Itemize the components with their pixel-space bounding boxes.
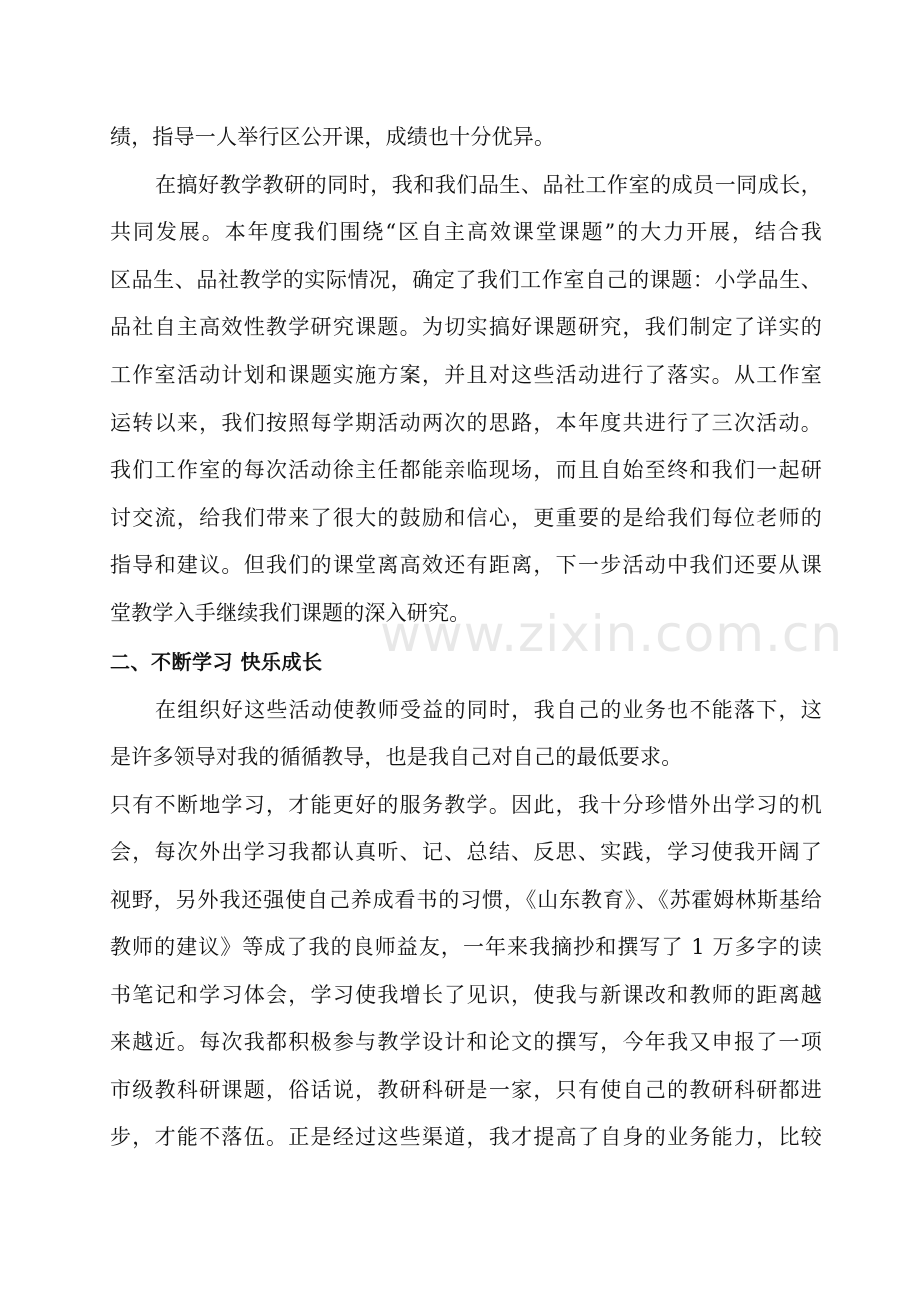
paragraph-line: 在组织好这些活动使教师受益的同时，我自己的业务也不能落下，这 [155,698,822,722]
paragraph-line: 绩，指导一人举行区公开课，成绩也十分优异。 [110,125,556,149]
paragraph-line: 区品生、品社教学的实际情况，确定了我们工作室自己的课题：小学品生、 [110,268,822,292]
paragraph-line: 我们工作室的每次活动徐主任都能亲临现场，而且自始至终和我们一起研 [110,458,822,482]
paragraph-line: 书笔记和学习体会，学习使我增长了见识，使我与新课改和教师的距离越 [110,983,822,1007]
section-heading: 二、不断学习 快乐成长 [110,650,323,674]
paragraph-line: 在搞好教学教研的同时，我和我们品生、品社工作室的成员一同成长， [155,173,822,197]
paragraph-line: 讨交流，给我们带来了很大的鼓励和信心，更重要的是给我们每位老师的 [110,506,822,530]
paragraph-line: 会，每次外出学习我都认真听、记、总结、反思、实践，学习使我开阔了 [110,840,822,864]
paragraph-line: 教师的建议》等成了我的良师益友，一年来我摘抄和撰写了 1 万多字的读 [110,935,822,959]
paragraph-line: 步，才能不落伍。正是经过这些渠道，我才提高了自身的业务能力，比较 [110,1125,822,1149]
paragraph-line: 工作室活动计划和课题实施方案，并且对这些活动进行了落实。从工作室 [110,363,822,387]
paragraph-line: 来越近。每次我都积极参与教学设计和论文的撰写，今年我又申报了一项 [110,1030,822,1054]
paragraph-line: 品社自主高效性教学研究课题。为切实搞好课题研究，我们制定了详实的 [110,315,822,339]
paragraph-line: 堂教学入手继续我们课题的深入研究。 [110,601,471,625]
paragraph-line: 指导和建议。但我们的课堂离高效还有距离，下一步活动中我们还要从课 [110,553,822,577]
paragraph-line: 只有不断地学习，才能更好的服务教学。因此，我十分珍惜外出学习的机 [110,793,822,817]
watermark: www.zixin.com.cn [380,605,844,663]
paragraph-line: 市级教科研课题，俗话说，教研科研是一家，只有使自己的教研科研都进 [110,1078,822,1102]
paragraph-line: 视野，另外我还强使自己养成看书的习惯，《山东教育》、《苏霍姆林斯基给 [110,888,822,912]
paragraph-line: 是许多领导对我的循循教导，也是我自己对自己的最低要求。 [110,745,683,769]
paragraph-line: 共同发展。本年度我们围绕“区自主高效课堂课题”的大力开展，结合我 [110,220,822,244]
paragraph-line: 运转以来，我们按照每学期活动两次的思路，本年度共进行了三次活动。 [110,411,822,435]
